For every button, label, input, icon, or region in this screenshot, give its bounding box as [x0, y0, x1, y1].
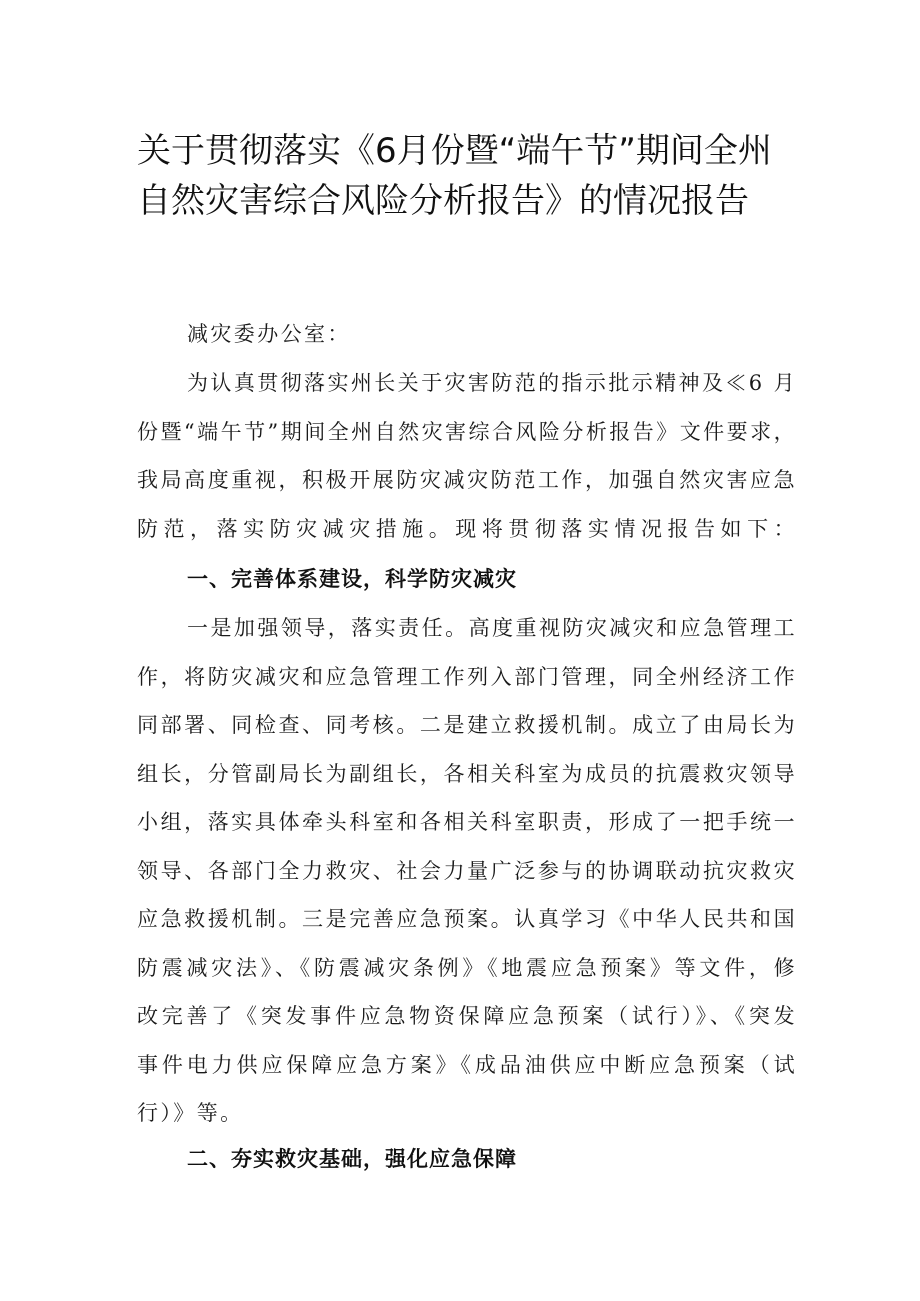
intro-line: 为认真贯彻落实州长关于灾害防范的指示批示精神及≪6 月	[187, 371, 797, 395]
section-1-line: 领导、各部门全力救灾、社会力量广泛参与的协调联动抗灾救灾	[137, 858, 797, 883]
section-1-line: 改完善了《突发事件应急物资保障应急预案（试行）》、《突发	[137, 1004, 797, 1028]
section-1-line: 作，将防灾减灾和应急管理工作列入部门管理，同全州经济工作	[137, 664, 797, 689]
intro-line: 份暨“端午节”期间全州自然灾害综合风险分析报告》文件要求，	[137, 419, 797, 444]
section-1-line: 应急救援机制。三是完善应急预案。认真学习《中华人民共和国	[137, 907, 797, 931]
title-line-2: 自然灾害综合风险分析报告》的情况报告	[137, 181, 749, 221]
title-line-1: 关于贯彻落实《6月份暨“端午节”期间全州	[137, 131, 772, 171]
intro-paragraph	[137, 359, 797, 553]
section-1-line: 行）》等。	[137, 1101, 244, 1125]
document-title	[137, 126, 817, 226]
section-1-line: 防震减灾法》、《防震减灾条例》《地震应急预案》等文件，修	[137, 955, 797, 980]
section-1-line: 事件电力供应保障应急方案》《成品油供应中断应急预案（试	[137, 1052, 797, 1077]
intro-line: 我局高度重视，积极开展防灾减灾防范工作，加强自然灾害应急	[137, 468, 797, 492]
intro-line: 防范，落实防灾减灾措施。现将贯彻落实情况报告如下：	[137, 516, 797, 541]
section-1-line: 同部署、同检查、同考核。二是建立救援机制。成立了由局长为	[137, 713, 797, 737]
section-1-line: 组长，分管副局长为副组长，各相关科室为成员的抗震救灾领导	[137, 761, 797, 786]
section-1-line: 一是加强领导，落实责任。高度重视防灾减灾和应急管理工	[187, 616, 797, 640]
salutation: 减灾委办公室：	[187, 322, 351, 346]
section-2-heading: 二、夯实救灾基础，强化应急保障	[187, 1147, 517, 1171]
section-1-line: 小组，落实具体牵头科室和各相关科室职责，形成了一把手统一	[137, 810, 797, 834]
section-1-heading: 一、完善体系建设，科学防灾减灾	[187, 567, 517, 591]
section-1-paragraph	[137, 604, 797, 1138]
